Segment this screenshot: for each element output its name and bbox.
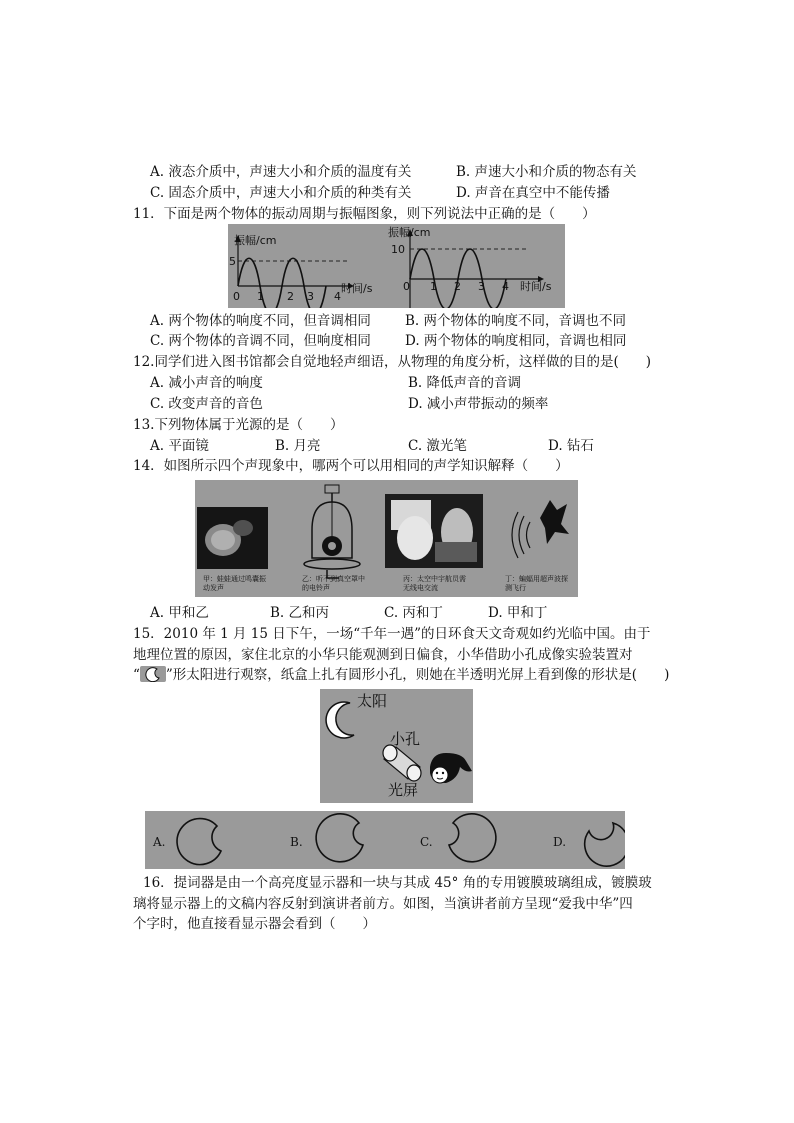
pinhole-box-drawing — [383, 745, 421, 781]
graph1-tick-4: 4 — [334, 290, 341, 303]
label-screen: 光屏 — [388, 781, 419, 799]
graph2-tick-4: 4 — [502, 280, 509, 293]
shape-c — [449, 814, 496, 862]
q13-option-b: B. 月亮 — [275, 438, 321, 454]
q13-stem: 13.下列物体属于光源的是（ ） — [133, 417, 344, 433]
q13-option-c: C. 激光笔 — [408, 438, 467, 454]
graph2-tick-1: 1 — [430, 280, 437, 293]
crescent-sun-icon — [326, 702, 354, 738]
q13-option-a: A. 平面镜 — [150, 438, 209, 454]
q14-option-b: B. 乙和丙 — [270, 605, 330, 621]
q14-option-d: D. 甲和丁 — [488, 605, 548, 621]
q16-line-1: 16．提词器是由一个高亮度显示器和一块与其成 45° 角的专用镀膜玻璃组成，镀膜玻 — [143, 875, 652, 891]
label-pinhole: 小孔 — [390, 730, 421, 748]
graph1-amplitude: 5 — [229, 255, 236, 268]
bell-jar-drawing — [304, 485, 360, 578]
bat-drawing — [512, 500, 569, 558]
q15-open-quote: “ — [133, 667, 140, 683]
q12-option-d: D. 减小声带振动的频率 — [408, 396, 549, 412]
partial-sun-icon — [140, 666, 166, 682]
choice-a-label: A. — [153, 835, 166, 849]
q13-option-d: D. 钻石 — [548, 438, 594, 454]
q12-option-b: B. 降低声音的音调 — [408, 375, 522, 391]
graph1-tick-3: 3 — [307, 290, 314, 303]
q10-option-a: A. 液态介质中，声速大小和介质的温度有关 — [150, 164, 412, 180]
graph1-ylabel: 振幅/cm — [234, 234, 277, 247]
q11-option-a: A. 两个物体的响度不同，但音调相同 — [150, 313, 371, 329]
q15-line-2: 地理位置的原因，家住北京的小华只能观测到日偏食，小华借助小孔成像实验装置对 — [133, 647, 633, 663]
q16-line-3: 个字时，他直接看显示器会看到（ ） — [133, 916, 376, 932]
graph2-amplitude: 10 — [391, 243, 405, 256]
graph2-tick-2: 2 — [454, 280, 461, 293]
choice-b-label: B. — [290, 835, 303, 849]
label-sun: 太阳 — [357, 692, 388, 710]
q15-answer-choices-figure — [145, 811, 625, 869]
caption-ding: 丁：蝙蝠用超声波探测飞行 — [505, 575, 568, 592]
q11-option-b: B. 两个物体的响度不同，音调也不同 — [405, 313, 627, 329]
q14-sound-phenomena-figure — [195, 480, 578, 597]
q16-line-2: 璃将显示器上的文稿内容反射到演讲者前方。如图，当演讲者前方呈现“爱我中华”四 — [133, 896, 633, 912]
q11-stem: 11．下面是两个物体的振动周期与振幅图象，则下列说法中正确的是（ ） — [133, 206, 596, 222]
shape-a — [177, 819, 221, 865]
graph2-xlabel: 时间/s — [520, 280, 552, 293]
q12-option-a: A. 减小声音的响度 — [150, 375, 263, 391]
q14-stem: 14．如图所示四个声现象中，哪两个可以用相同的声学知识解释（ ） — [133, 458, 569, 474]
graph1-xlabel: 时间/s — [341, 282, 373, 295]
caption-yi: 乙：听不到真空罩中的电铃声 — [302, 575, 365, 592]
q14-option-c: C. 丙和丁 — [384, 605, 443, 621]
graph2-ylabel: 振幅/cm — [388, 226, 431, 239]
choice-d-label: D. — [553, 835, 567, 849]
q11-option-c: C. 两个物体的音调不同，但响度相同 — [150, 333, 371, 349]
q11-option-d: D. 两个物体的响度相同，音调也相同 — [405, 333, 627, 349]
q15-line-3-text: ”形太阳进行观察，纸盒上扎有圆形小孔，则她在半透明光屏上看到像的形状是( ) — [165, 667, 670, 683]
choice-c-label: C. — [420, 835, 433, 849]
q10-option-c: C. 固态介质中，声速大小和介质的种类有关 — [150, 185, 412, 201]
child-face-drawing — [430, 753, 472, 783]
q12-option-c: C. 改变声音的音色 — [150, 396, 263, 412]
graph1-tick-0: 0 — [233, 290, 240, 303]
q15-line-3 — [133, 666, 669, 684]
caption-jia: 甲：蛙蛙通过鸣囊振动发声 — [203, 575, 266, 592]
q12-stem: 12.同学们进入图书馆都会自觉地轻声细语，从物理的角度分析，这样做的目的是( ) — [133, 354, 652, 370]
q10-option-b: B. 声速大小和介质的物态有关 — [456, 164, 637, 180]
q14-option-a: A. 甲和乙 — [150, 605, 209, 621]
graph2-tick-3: 3 — [478, 280, 485, 293]
q15-line-1: 15．2010 年 1 月 15 日下午，一场“千年一遇”的日环食天文奇观如约光临中国。由于 — [133, 626, 651, 642]
q11-vibration-graphs — [228, 224, 565, 308]
caption-bing: 丙：太空中宇航员需无线电交流 — [403, 575, 466, 592]
q15-pinhole-figure — [320, 689, 473, 803]
graph2-tick-0: 0 — [403, 280, 410, 293]
graph1-tick-2: 2 — [287, 290, 294, 303]
q10-option-d: D. 声音在真空中不能传播 — [456, 185, 610, 201]
shape-b — [316, 814, 363, 862]
graph1-tick-1: 1 — [257, 290, 264, 303]
shape-d — [585, 823, 625, 866]
